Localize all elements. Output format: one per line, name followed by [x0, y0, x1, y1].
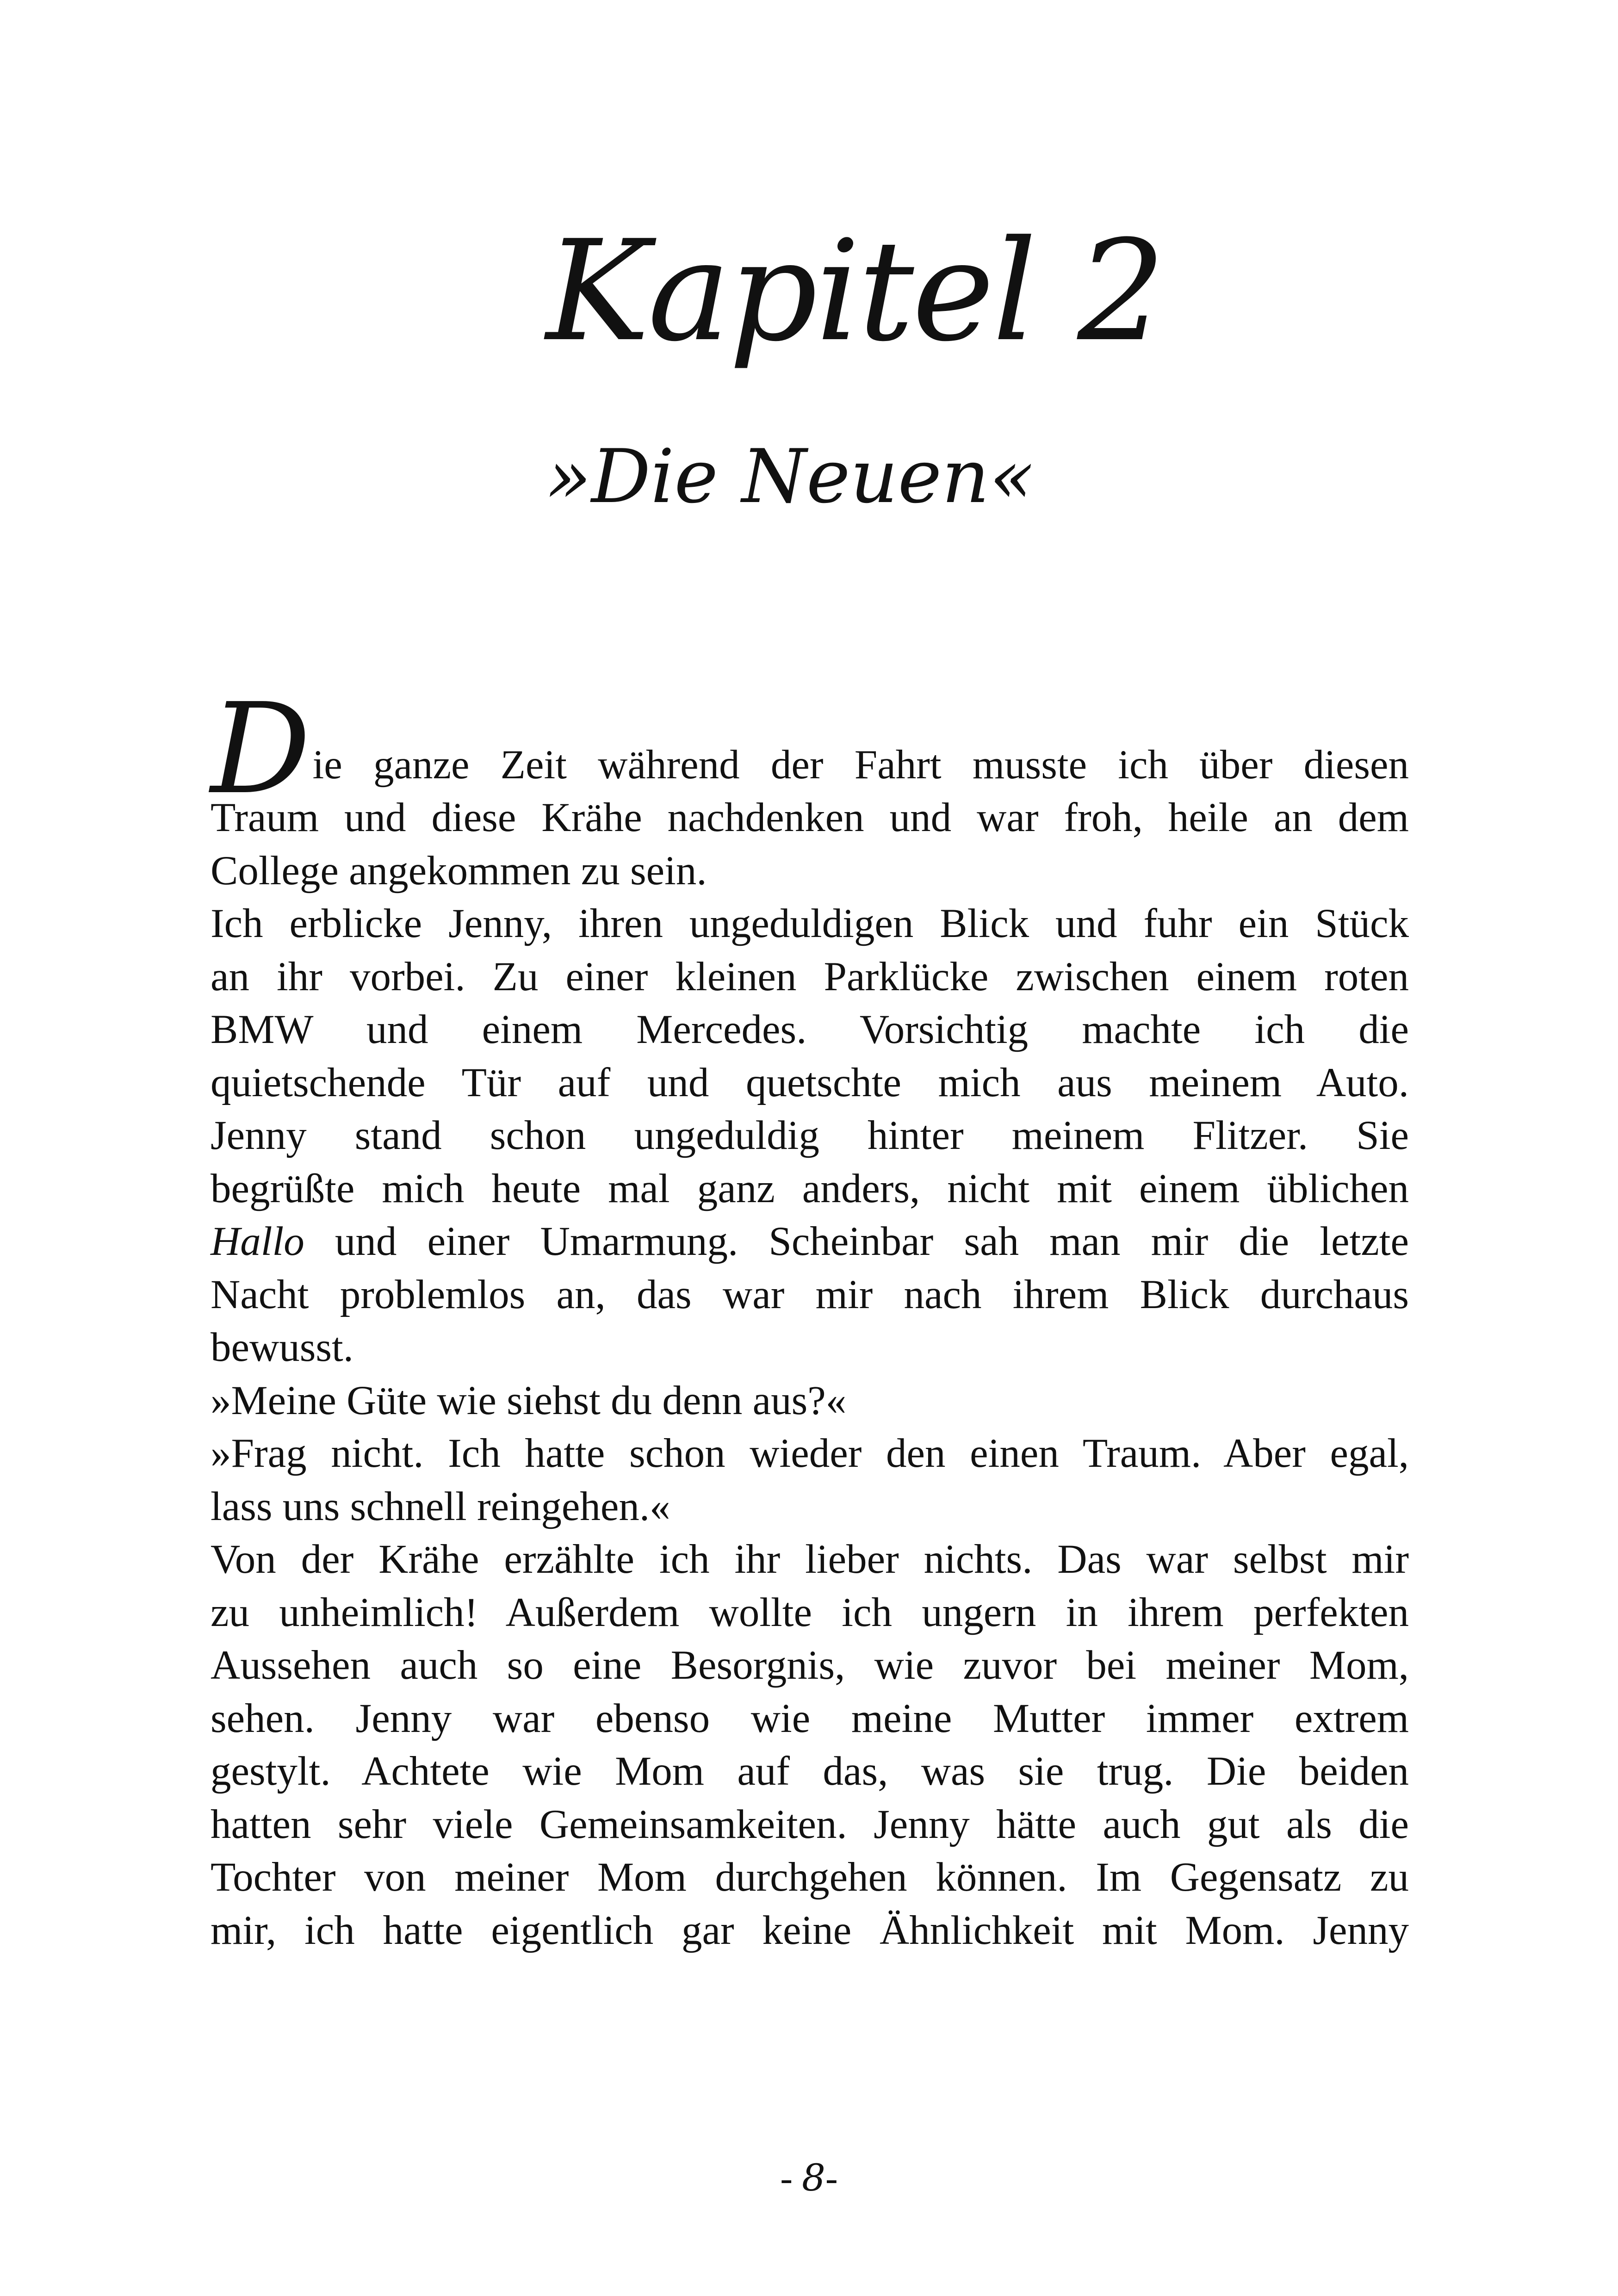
text-line: gestylt. Achtete wie Mom auf das, was sie trug. Die beiden	[211, 1749, 1409, 1794]
text-line: mir, ich hatte eigentlich gar keine Ähnlichkeit mit Mom. Jenny	[211, 1907, 1409, 1953]
page-number-suffix: -	[825, 2158, 838, 2199]
chapter-title: Kapitel 2	[546, 211, 1164, 372]
paragraph-lines-b	[211, 1268, 1409, 1957]
text-line: quietschende Tür auf und quetschte mich aus meinem Auto.	[211, 1060, 1409, 1105]
text-line: Nacht problemlos an, das war mir nach ihrem Blick durchaus	[211, 1272, 1409, 1317]
text-line: Traum und diese Krähe nachdenken und war froh, heile an dem	[211, 795, 1409, 840]
text-line: sehen. Jenny war ebenso wie meine Mutter immer extrem	[211, 1695, 1409, 1741]
text-line: zu unheimlich! Außerdem wollte ich ungern in ihrem perfekten	[211, 1589, 1409, 1635]
page-number	[0, 2156, 1618, 2200]
text-line: »Meine Güte wie siehst du denn aus?«	[211, 1378, 847, 1423]
text-line: Ich erblicke Jenny, ihren ungeduldigen Blick und fuhr ein Stück	[211, 901, 1409, 946]
page-number-prefix: -	[780, 2158, 802, 2199]
page-number-value: 8	[802, 2156, 825, 2199]
text-line: College angekommen zu sein.	[211, 848, 707, 894]
text-line: Von der Krähe erzählte ich ihr lieber nichts. Das war selbst mir	[211, 1537, 1409, 1582]
text-line-hallo	[211, 1215, 1409, 1268]
text-line: »Frag nicht. Ich hatte schon wieder den einen Traum. Aber egal,	[211, 1431, 1409, 1476]
emphasis-hallo: Hallo	[211, 1219, 304, 1264]
text-line: bewusst.	[211, 1325, 354, 1370]
chapter-subtitle: »Die Neuen«	[546, 433, 1035, 520]
drop-cap: D	[211, 676, 311, 822]
text-line: BMW und einem Mercedes. Vorsichtig machte ich die	[211, 1007, 1409, 1052]
body-text	[211, 676, 1409, 1957]
text-line: Aussehen auch so eine Besorgnis, wie zuvor bei meiner Mom,	[211, 1643, 1409, 1688]
text-line: an ihr vorbei. Zu einer kleinen Parklücke zwischen einem roten	[211, 954, 1409, 999]
text-line: Tochter von meiner Mom durchgehen können. Im Gegensatz zu	[211, 1855, 1409, 1900]
hallo-line-rest: und einer Umarmung. Scheinbar sah man mir die letzte	[304, 1219, 1409, 1264]
paragraph-lines-a	[211, 791, 1409, 1215]
text-line: lass uns schnell reingehen.«	[211, 1483, 670, 1529]
text-line: begrüßte mich heute mal ganz anders, nicht mit einem üblichen	[211, 1166, 1409, 1211]
first-line-text: ie ganze Zeit während der Fahrt musste ich über diesen	[312, 742, 1409, 788]
text-line: hatten sehr viele Gemeinsamkeiten. Jenny hätte auch gut als die	[211, 1801, 1409, 1847]
text-line: Jenny stand schon ungeduldig hinter meinem Flitzer. Sie	[211, 1113, 1409, 1158]
